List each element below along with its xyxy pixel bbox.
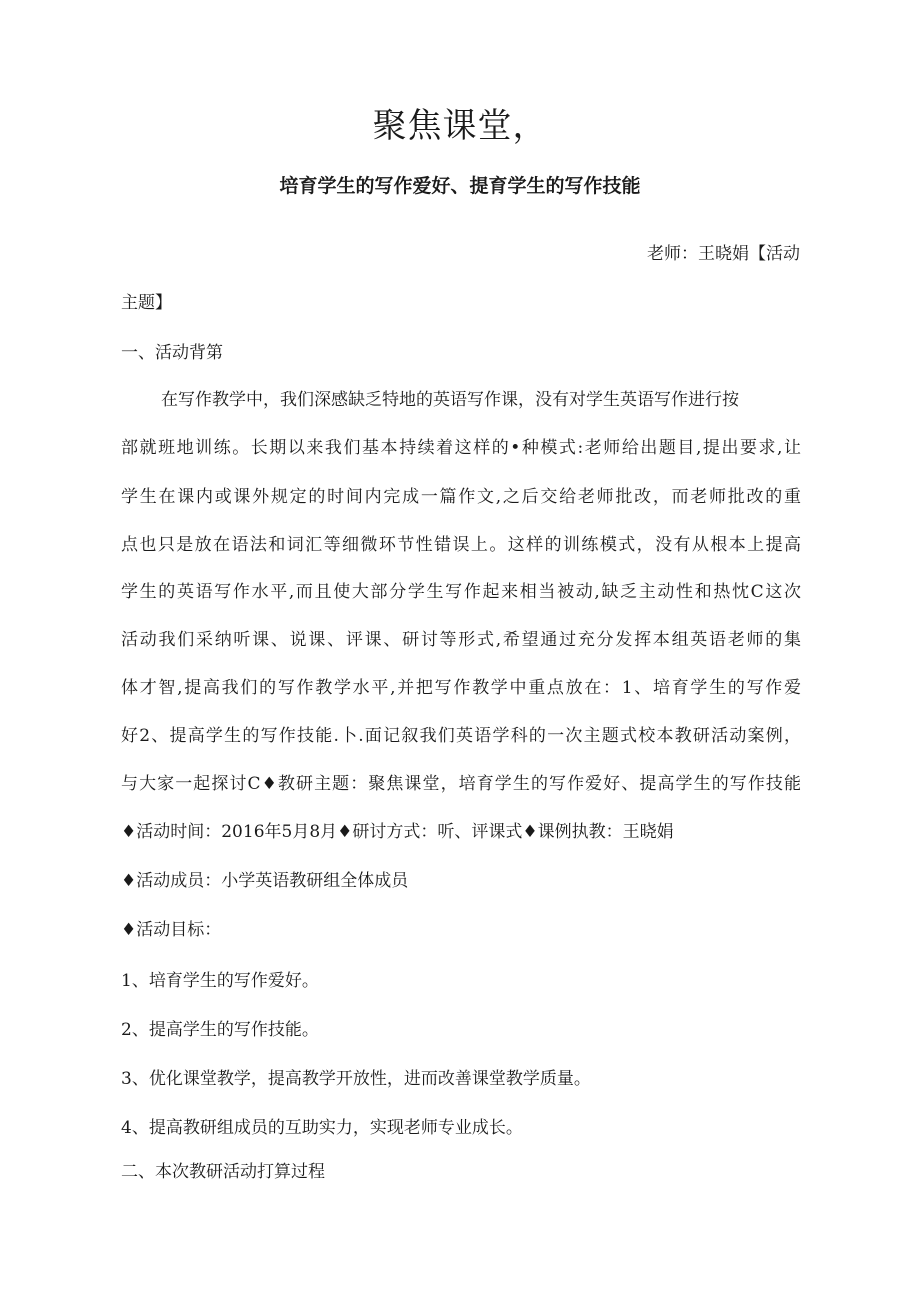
paragraph-line: 部就班地训练。长期以来我们基本持续着这样的•种模式:老师给出题目,提出要求,让: [121, 438, 801, 458]
activity-goals-heading: ♦活动目标：: [121, 920, 222, 940]
theme-line: 主题】: [121, 293, 172, 313]
teacher-line: 老师：王晓娟【活动: [647, 244, 800, 264]
paragraph-line: 与大家一起探讨C♦教研主题：聚焦课堂，培育学生的写作爱好、提高学生的写作技能: [121, 774, 801, 794]
paragraph-line: 在写作教学中，我们深感缺乏特地的英语写作课，没有对学生英语写作进行按: [161, 390, 739, 410]
activity-members-line: ♦活动成员：小学英语教研组全体成员: [121, 871, 409, 891]
paragraph-line: 学生在课内或课外规定的时间内完成一篇作文,之后交给老师批改，而老师批改的重: [121, 487, 801, 507]
activity-info-line: ♦活动时间：2016年5月8月♦研讨方式：听、评课式♦课例执教：王晓娟: [121, 822, 674, 842]
paragraph-line: 体才智,提高我们的写作教学水平,并把写作教学中重点放在：1、培育学生的写作爱: [121, 678, 801, 698]
paragraph-line: 好2、提高学生的写作技能.卜.面记叙我们英语学科的一次主题式校本教研活动案例，: [121, 726, 801, 746]
section-heading-background: 一、活动背第: [121, 343, 223, 363]
document-subtitle: 培育学生的写作爱好、提育学生的写作技能: [279, 175, 641, 197]
paragraph-line: 点也只是放在语法和词汇等细微环节性错误上。这样的训练模式，没有从根本上提高: [121, 535, 801, 555]
goal-item: 3、优化课堂教学，提高教学开放性，进而改善课堂教学质量。: [121, 1069, 591, 1089]
paragraph-line: 活动我们采纳听课、说课、评课、研讨等形式,希望通过充分发挥本组英语老师的集: [121, 630, 801, 650]
goal-item: 2、提高学生的写作技能。: [121, 1020, 319, 1040]
document-title: 聚焦课堂，: [372, 106, 548, 146]
paragraph-line: 学生的英语写作水平,而且使大部分学生写作起来相当被动,缺乏主动性和热忱C这次: [121, 582, 801, 602]
goal-item: 4、提高教研组成员的互助实力，实现老师专业成长。: [121, 1118, 523, 1138]
goal-item: 1、培育学生的写作爱好。: [121, 971, 319, 991]
section-heading-process: 二、本次教研活动打算过程: [121, 1162, 325, 1182]
